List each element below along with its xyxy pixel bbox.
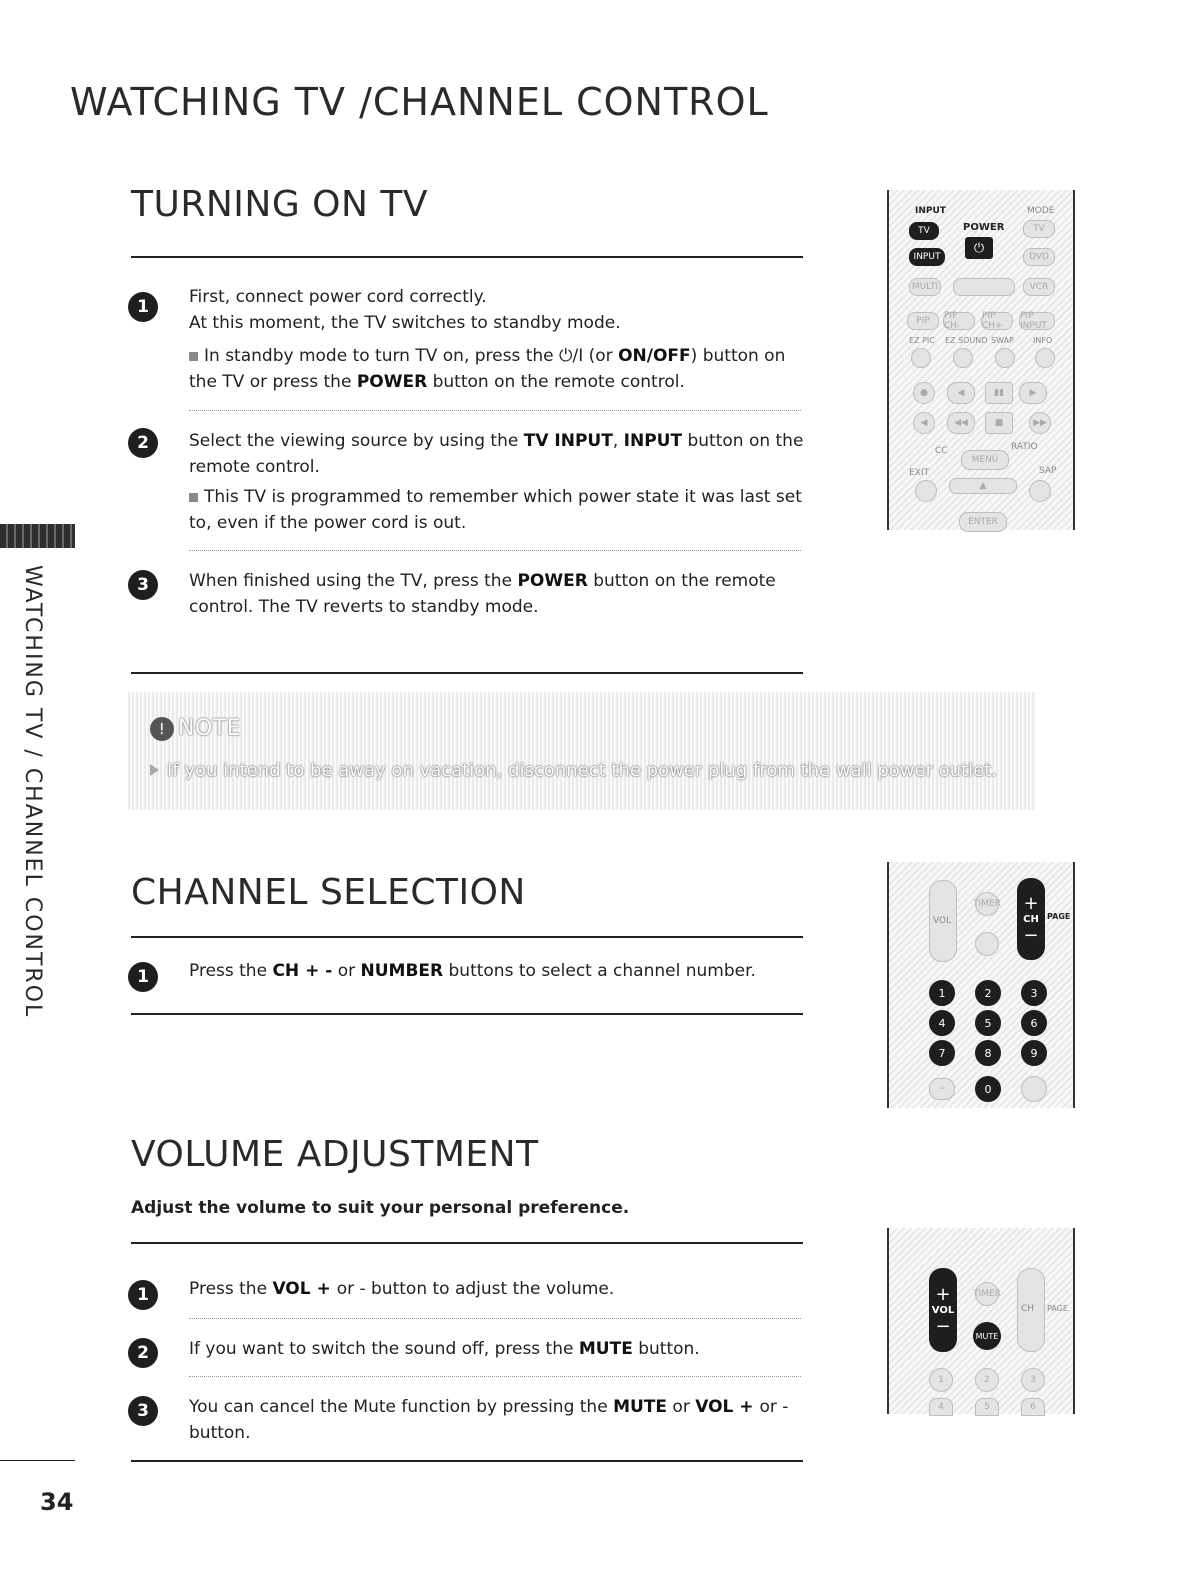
digit-4-button: 4 [929, 1010, 955, 1036]
bullet-square-icon [189, 493, 198, 502]
side-tab-marker [0, 524, 75, 548]
remote-label: VOL [933, 916, 952, 926]
digit-2-button: 2 [975, 1368, 999, 1392]
up-arrow-icon: ▲ [949, 478, 1017, 494]
remote-key: ◀ [947, 382, 975, 404]
turning-on-step-3: When finished using the TV, press the POWER button on the remote control. The TV reverts to standby mode. [189, 571, 776, 617]
remote-key: − [929, 1078, 955, 1100]
input-button: INPUT [909, 248, 945, 266]
remote-key: ▶ [1019, 382, 1047, 404]
bullet-square-icon [189, 352, 198, 361]
step-number: 1 [128, 292, 158, 322]
dotted-divider [189, 1376, 801, 1377]
remote-label: RATIO [1011, 442, 1038, 452]
dotted-divider [189, 1318, 801, 1319]
step-number: 1 [128, 962, 158, 992]
digit-3-button: 3 [1021, 1368, 1045, 1392]
digit-5-button: 5 [975, 1010, 1001, 1036]
remote-illustration-power [887, 190, 1075, 530]
arrow-right-icon [150, 764, 159, 776]
turning-on-step-1-note: In standby mode to turn TV on, press the ⏻/I (or ON/OFF) button on the TV or press the POWER button on the remote control. [189, 346, 786, 392]
note-text: If you intend to be away on vacation, disconnect the power plug from the wall power outlet. [150, 760, 997, 781]
remote-label: EXIT [909, 468, 930, 478]
digit-4-button: 4 [929, 1398, 953, 1416]
tv-input-button: TV [909, 222, 939, 240]
volume-subtitle: Adjust the volume to suit your personal preference. [131, 1198, 630, 1218]
digit-7-button: 7 [929, 1040, 955, 1066]
remote-label: MODE [1027, 206, 1055, 216]
section-rule [131, 1460, 803, 1462]
minus-icon: − [935, 1315, 951, 1337]
section-rule [131, 936, 803, 938]
channel-selection-title: CHANNEL SELECTION [131, 872, 526, 913]
tv-mode-button: TV [1023, 220, 1055, 238]
remote-key: ◀ [913, 412, 935, 434]
plus-icon: + [935, 1283, 951, 1305]
plus-icon: + [1023, 892, 1039, 914]
timer-button: TIMER [975, 892, 999, 916]
note-box [128, 692, 1036, 810]
digit-8-button: 8 [975, 1040, 1001, 1066]
pip-ch-minus-button: PIP CH- [943, 312, 975, 330]
remote-key [1035, 348, 1055, 368]
remote-label: EZ PIC [909, 336, 935, 345]
step-text: At this moment, the TV switches to standby mode. [189, 313, 621, 333]
remote-key: ▮▮ [985, 382, 1013, 404]
digit-9-button: 9 [1021, 1040, 1047, 1066]
section-rule [131, 256, 803, 258]
remote-label: CH [1021, 1304, 1035, 1314]
vcr-mode-button: VCR [1023, 278, 1055, 296]
section-rule [131, 1013, 803, 1015]
page-header-title: WATCHING TV /CHANNEL CONTROL [70, 80, 769, 124]
remote-key: ◀◀ [947, 412, 975, 434]
remote-label: INFO [1033, 336, 1053, 345]
pip-input-button: PIP INPUT [1019, 312, 1055, 330]
pip-ch-plus-button: PIP CH+ [981, 312, 1013, 330]
remote-label: SAP [1039, 466, 1057, 476]
remote-label: PAGE [1047, 912, 1071, 921]
side-tab-label: WATCHING TV / CHANNEL CONTROL [20, 565, 45, 1019]
turning-on-step-1 [189, 284, 809, 336]
dotted-divider [189, 550, 801, 551]
digit-2-button: 2 [975, 980, 1001, 1006]
section-rule [131, 672, 803, 674]
remote-key [911, 348, 931, 368]
pip-button: PIP [907, 312, 939, 330]
turning-on-step-2-note: This TV is programmed to remember which power state it was last set to, even if the power cord is out. [189, 487, 802, 533]
section-rule [131, 1242, 803, 1244]
step-number: 3 [128, 570, 158, 600]
turning-on-step-2: Select the viewing source by using the TV INPUT, INPUT button on the remote control. [189, 431, 804, 477]
ch-rocker [1017, 878, 1045, 960]
remote-illustration-volume [887, 1228, 1075, 1414]
vol-label: VOL [931, 1304, 955, 1316]
remote-label: SWAP [991, 336, 1014, 345]
volume-step-1: Press the VOL + or - button to adjust the volume. [189, 1279, 615, 1299]
remote-key [1029, 480, 1051, 502]
remote-key [995, 348, 1015, 368]
page-number: 34 [40, 1488, 74, 1516]
remote-key: ■ [985, 412, 1013, 434]
digit-6-button: 6 [1021, 1010, 1047, 1036]
step-number: 1 [128, 1280, 158, 1310]
multi-button: MULTI [909, 278, 941, 296]
menu-button: MENU [961, 450, 1009, 470]
enter-button: ENTER [959, 512, 1007, 532]
remote-key [915, 480, 937, 502]
remote-key [1021, 1076, 1047, 1102]
remote-key [953, 348, 973, 368]
digit-1-button: 1 [929, 980, 955, 1006]
remote-key: ▶▶ [1029, 412, 1051, 434]
volume-step-3: You can cancel the Mute function by pressing the MUTE or VOL + or - button. [189, 1397, 789, 1443]
step-number: 2 [128, 1338, 158, 1368]
timer-button: TIMER [975, 1282, 999, 1306]
remote-illustration-channel [887, 862, 1075, 1108]
digit-6-button: 6 [1021, 1398, 1045, 1416]
remote-key [953, 278, 1015, 296]
digit-3-button: 3 [1021, 980, 1047, 1006]
remote-key: ● [913, 382, 935, 404]
remote-label: INPUT [915, 206, 946, 216]
page-number-rule [0, 1460, 75, 1461]
flash-back-button [975, 932, 999, 956]
note-title: ! NOTE [150, 716, 241, 741]
dotted-divider [189, 410, 801, 411]
step-number: 2 [128, 428, 158, 458]
volume-adjustment-title: VOLUME ADJUSTMENT [131, 1134, 539, 1175]
digit-5-button: 5 [975, 1398, 999, 1416]
mute-button: MUTE [973, 1322, 1001, 1350]
step-number: 3 [128, 1396, 158, 1426]
remote-label: PAGE [1047, 1304, 1068, 1313]
vol-rocker [929, 1268, 957, 1352]
digit-1-button: 1 [929, 1368, 953, 1392]
remote-label: EZ SOUND [945, 336, 988, 345]
power-button-icon: ⏻ [965, 237, 993, 259]
step-text: First, connect power cord correctly. [189, 287, 487, 307]
ch-label: CH [1023, 913, 1039, 925]
dvd-mode-button: DVD [1023, 248, 1055, 266]
remote-label: CC [935, 446, 948, 456]
turning-on-title: TURNING ON TV [131, 184, 428, 225]
digit-0-button: 0 [975, 1076, 1001, 1102]
channel-step-1: Press the CH + - or NUMBER buttons to select a channel number. [189, 961, 756, 981]
remote-label: POWER [963, 222, 1005, 233]
volume-step-2: If you want to switch the sound off, press the MUTE button. [189, 1339, 700, 1359]
power-symbol-icon: ⏻/I [559, 346, 584, 366]
exclamation-icon: ! [150, 717, 174, 741]
minus-icon: − [1023, 924, 1039, 946]
